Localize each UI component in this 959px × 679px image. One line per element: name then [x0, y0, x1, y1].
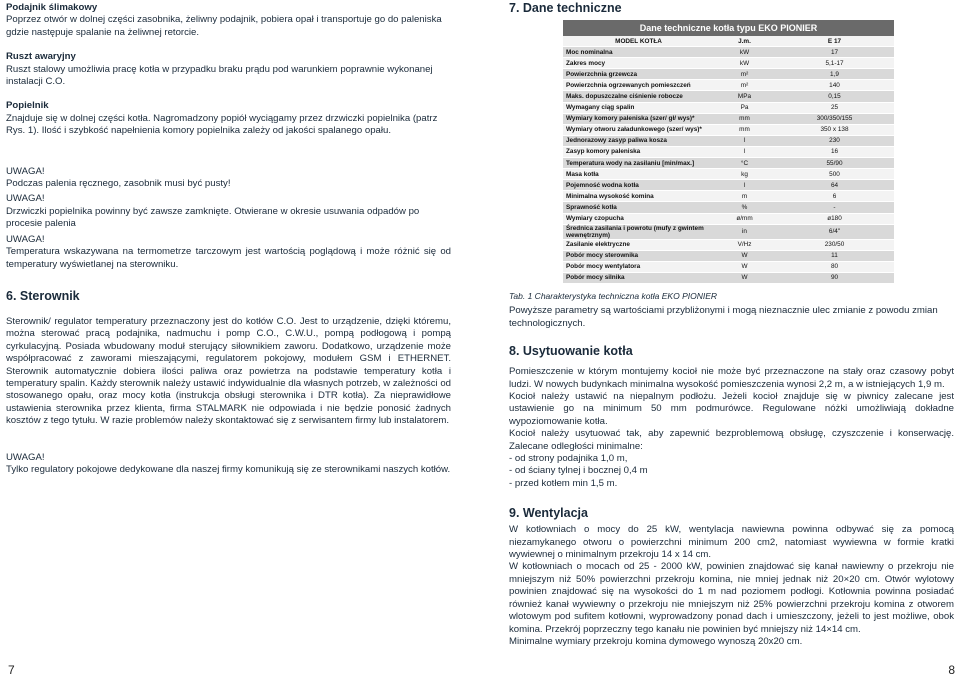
- spec-table-row: [563, 202, 894, 213]
- spec-table-row: [563, 272, 894, 283]
- unit-cell: W: [714, 250, 775, 261]
- section9-text: Minimalne wymiary przekroju komina dymowego wynoszą 20x20 cm.: [509, 635, 803, 647]
- param-name-cell: Pojemność wodna kotła: [563, 180, 714, 191]
- value-cell: 1,9: [775, 69, 894, 80]
- section8-list-item: - od strony podajnika 1,0 m,: [509, 453, 628, 465]
- value-cell: ø180: [775, 213, 894, 224]
- param-name-cell: Średnica zasilania i powrotu (mufy z gwintem wewnętrznym): [563, 224, 714, 239]
- unit-cell: °C: [714, 158, 775, 169]
- value-cell: -: [775, 202, 894, 213]
- value-cell: 25: [775, 102, 894, 113]
- spec-table-title: Dane techniczne kotła typu EKO PIONIER: [563, 20, 894, 36]
- ashpan-text: Znajduje się w dolnej części kotła. Nagromadzony popiół wyciągamy przez drzwiczki popielnika (patrz Rys. 1). Ilość i szybkość napełnienia komory popielnika zależy od jakości spalanego opału.: [6, 112, 438, 137]
- spec-table-row: [563, 135, 894, 146]
- spec-table-row: [563, 239, 894, 250]
- warning-label: UWAGA!: [6, 193, 45, 205]
- feeder-title: Podajnik ślimakowy: [6, 2, 98, 13]
- value-cell: 55/90: [775, 158, 894, 169]
- param-name-cell: Wymiary otworu załadunkowego (szer/ wys)*: [563, 124, 714, 135]
- controller-warning-label: UWAGA!: [6, 451, 45, 463]
- param-name-cell: Sprawność kotła: [563, 202, 714, 213]
- section8-title: 8. Usytuowanie kotła: [509, 344, 633, 359]
- spec-table-row: [563, 261, 894, 272]
- param-name-cell: Zakres mocy: [563, 58, 714, 69]
- page-number-right: 8: [948, 663, 955, 677]
- warning-text: Podczas palenia ręcznego, zasobnik musi być pusty!: [6, 178, 231, 190]
- spec-table-row: [563, 69, 894, 80]
- warning-text: Drzwiczki popielnika powinny być zawsze zamknięte. Otwierane w okresie usuwania odpadów po procesie palenia: [6, 205, 420, 230]
- param-name-cell: Jednorazowy zasyp paliwa kosza: [563, 135, 714, 146]
- spec-table-row: [563, 91, 894, 102]
- value-cell: 90: [775, 272, 894, 283]
- table-note: Powyższe parametry są wartościami przybliżonymi i mogą nieznacznie ulec zmianie z powodu zmian technologicznych.: [509, 305, 938, 329]
- value-cell: 17: [775, 47, 894, 58]
- spec-table-row: [563, 146, 894, 157]
- spec-table-row: [563, 224, 894, 239]
- spec-table-row: [563, 191, 894, 202]
- param-name-cell: Masa kotła: [563, 169, 714, 180]
- controller-title: 6. Sterownik: [6, 288, 80, 303]
- unit-cell: mm: [714, 124, 775, 135]
- unit-cell: W: [714, 272, 775, 283]
- param-name-cell: Pobór mocy wentylatora: [563, 261, 714, 272]
- page-number-left: 7: [8, 663, 15, 677]
- param-name-cell: Wymagany ciąg spalin: [563, 102, 714, 113]
- right-page: [509, 0, 954, 648]
- spec-table-row: [563, 80, 894, 91]
- feeder-text: Poprzez otwór w dolnej części zasobnika, żeliwny podajnik, pobiera opał i transportuje go do paleniska gdzie następuje spalanie na żeliwnej retorcie.: [6, 14, 442, 38]
- section9-text: W kotłowniach o mocy do 25 kW, wentylacja nawiewna powinna odbywać się za pomocą niezamykanego otworu o powierzchni minimum 200 cm2, natomiast wywiewna w formie kratki wywiewnej o minimalnym przekroju 14 x 14 cm.: [509, 524, 954, 561]
- param-name-cell: Moc nominalna: [563, 47, 714, 58]
- unit-cell: kW: [714, 58, 775, 69]
- grate-title: Ruszt awaryjny: [6, 51, 76, 63]
- warning-text: Temperatura wskazywana na termometrze tarczowym jest wartością poglądową i może różnić się od temperatury wyświetlanej na sterowniku.: [6, 246, 451, 270]
- spec-table-row: [563, 47, 894, 58]
- section7-title: 7. Dane techniczne: [509, 1, 622, 15]
- spec-table-row: [563, 124, 894, 135]
- param-name-cell: Minimalna wysokość komina: [563, 191, 714, 202]
- spec-table: [563, 36, 894, 284]
- warnings: [6, 166, 451, 271]
- spec-table-wrapper: [563, 20, 954, 284]
- param-name-cell: Maks. dopuszczalne ciśnienie robocze: [563, 91, 714, 102]
- value-cell: 16: [775, 146, 894, 157]
- param-name-cell: Wymiary czopucha: [563, 213, 714, 224]
- spec-table-row: [563, 113, 894, 124]
- unit-cell: %: [714, 202, 775, 213]
- table-caption: Tab. 1 Charakterystyka techniczna kotła EKO PIONIER: [509, 290, 718, 301]
- spec-table-header: [563, 36, 894, 47]
- section8-text: Pomieszczenie w którym montujemy kocioł nie może być przeznaczone na stały oraz czasowy pobyt ludzi. W nowych budynkach minimalna wysokość pomieszczenia wynosi 2,2 m, a w istniejących 1,9 m.: [509, 366, 954, 390]
- warning-label: UWAGA!: [6, 165, 45, 177]
- unit-cell: ø/mm: [714, 213, 775, 224]
- warning-label: UWAGA!: [6, 233, 45, 245]
- unit-cell: m: [714, 191, 775, 202]
- section8-text: Kocioł należy ustawić na niepalnym podłożu. Jeżeli kocioł znajduje się w piwnicy zalecane jest ustawienie go na minimum 50 mm podmurówce. Regulowane nóżki umożliwiają dokładne wypoziomowanie kotła.: [509, 391, 954, 427]
- header-cell: J.m.: [714, 36, 775, 47]
- unit-cell: m²: [714, 69, 775, 80]
- header-cell: E 17: [775, 36, 894, 47]
- param-name-cell: Pobór mocy silnika: [563, 272, 714, 283]
- spec-table-row: [563, 58, 894, 69]
- section9-title: 9. Wentylacja: [509, 506, 588, 521]
- unit-cell: l: [714, 180, 775, 191]
- left-page: [6, 0, 451, 476]
- controller-text: Sterownik/ regulator temperatury przeznaczony jest do kotłów C.O. Jest to urządzenie, dzięki któremu, można sterować pracą podajnika, nadmuchu i pomp C.O., C.W.U., pompą podłogową i pompą cyrkulacyjną. Posiada wbudowany moduł sterujący siłownikiem zaworu. Dodatkowo, urządzenie może współpracować z zaworami mieszającymi, regulatorem pokojowy, modułem GSM i ETHERNET. Sterownik automatycznie dobiera ilości paliwa oraz powietrza na podstawie temperatury kotła i temperatury spalin. Każdy sterownik należy ustawić indywidualnie dla własnych potrzeb, w zależności od stosowanego opału, oraz mocy kotła (instrukcja obsługi sterownika i DTR kotła). Za nieprawidłowe ustawienia sterownika przez klienta, firma STALMARK nie odpowiada i nie będzie ponosić żadnych kosztów z tego tytułu. W razie problemów należy skontaktować się z serwisantem firmy lub instalatorem.: [6, 315, 451, 427]
- spec-table-row: [563, 213, 894, 224]
- value-cell: 64: [775, 180, 894, 191]
- unit-cell: in: [714, 224, 775, 239]
- value-cell: 300/350/155: [775, 113, 894, 124]
- param-name-cell: Powierzchnia grzewcza: [563, 69, 714, 80]
- value-cell: 6/4": [775, 224, 894, 239]
- spec-table-row: [563, 250, 894, 261]
- value-cell: 140: [775, 80, 894, 91]
- unit-cell: W: [714, 261, 775, 272]
- spec-table-row: [563, 169, 894, 180]
- unit-cell: MPa: [714, 91, 775, 102]
- unit-cell: m²: [714, 80, 775, 91]
- value-cell: 0,15: [775, 91, 894, 102]
- unit-cell: mm: [714, 113, 775, 124]
- ashpan-title: Popielnik: [6, 100, 49, 112]
- value-cell: 6: [775, 191, 894, 202]
- value-cell: 500: [775, 169, 894, 180]
- value-cell: 350 x 138: [775, 124, 894, 135]
- unit-cell: kW: [714, 47, 775, 58]
- section8-list-item: - od ściany tylnej i bocznej 0,4 m: [509, 465, 648, 477]
- header-cell: MODEL KOTŁA: [563, 36, 714, 47]
- unit-cell: l: [714, 135, 775, 146]
- unit-cell: Pa: [714, 102, 775, 113]
- param-name-cell: Temperatura wody na zasilaniu [min/max.]: [563, 158, 714, 169]
- value-cell: 5,1-17: [775, 58, 894, 69]
- param-name-cell: Wymiary komory paleniska (szer/ gł/ wys)*: [563, 113, 714, 124]
- param-name-cell: Powierzchnia ogrzewanych pomieszczeń: [563, 80, 714, 91]
- param-name-cell: Zasyp komory paleniska: [563, 146, 714, 157]
- spec-table-row: [563, 102, 894, 113]
- unit-cell: V/Hz: [714, 239, 775, 250]
- section8-list-item: - przed kotłem min 1,5 m.: [509, 477, 618, 489]
- param-name-cell: Zasilanie elektryczne: [563, 239, 714, 250]
- param-name-cell: Pobór mocy sterownika: [563, 250, 714, 261]
- value-cell: 230/50: [775, 239, 894, 250]
- spec-table-row: [563, 180, 894, 191]
- value-cell: 230: [775, 135, 894, 146]
- controller-warning-text: Tylko regulatory pokojowe dedykowane dla naszej firmy komunikują się ze sterownikami naszych kotłów.: [6, 463, 451, 475]
- spec-table-row: [563, 158, 894, 169]
- unit-cell: kg: [714, 169, 775, 180]
- value-cell: 11: [775, 250, 894, 261]
- value-cell: 80: [775, 261, 894, 272]
- grate-text: Ruszt stalowy umożliwia pracę kotła w przypadku braku prądu pod warunkiem poprawnie wykonanej instalacji C.O.: [6, 63, 433, 88]
- section9-text: W kotłowniach o mocach od 25 - 2000 kW, powinien znajdować się kanał nawiewny o przekroju nie mniejszym niż 50% powierzchni przekroju komina, nie mniej jednak niż 20×20 cm. Otwór wylotowy powinien znajdować się na wysokości do 1 m nad poziomem podłogi. Kotłownia powinna posiadać również kanał wywiewny o przekroju nie mniejszym niż 25% powierzchni przekroju komina z otworem wlotowym pod sufitem kotłowni, wyprowadzony ponad dach i umieszczony, jeżeli to jest możliwe, obok komina. Przekrój poprzeczny tego kanału nie powinien być mniejszy niż 14×14 cm.: [509, 561, 954, 635]
- section8-text: Kocioł należy usytuować tak, aby zapewnić bezproblemową obsługę, czyszczenie i konserwację. Zalecane odległości minimalne:: [509, 428, 954, 452]
- unit-cell: l: [714, 146, 775, 157]
